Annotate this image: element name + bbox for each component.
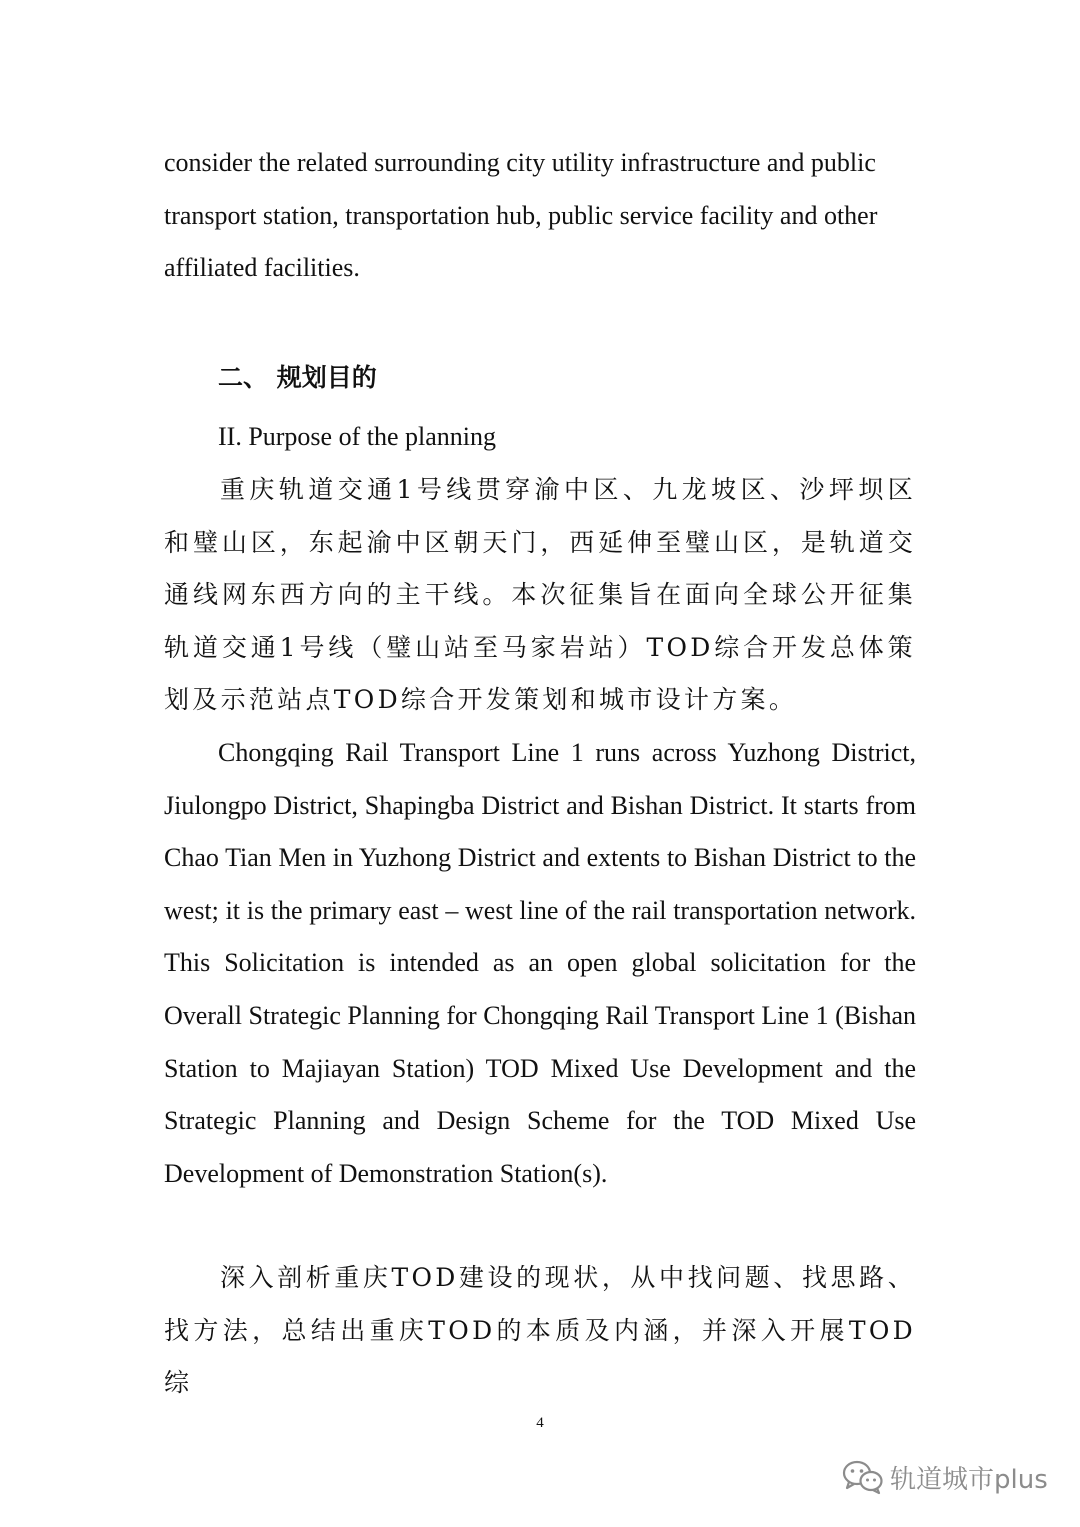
paragraph-zh-2: 深入剖析重庆TOD建设的现状，从中找问题、找思路、找方法，总结出重庆TOD的本质及内涵，并深入开展TOD综 xyxy=(164,1263,916,1397)
section-heading-en: II. Purpose of the planning xyxy=(218,422,497,451)
paragraph-zh-1: 重庆轨道交通1号线贯穿渝中区、九龙坡区、沙坪坝区和璧山区，东起渝中区朝天门，西延伸至璧山区，是轨道交通线网东西方向的主干线。本次征集旨在面向全球公开征集轨道交通1号线（璧山站至马家岩站）TOD综合开发总体策划及示范站点TOD综合开发策划和城市设计方案。 xyxy=(164,475,916,714)
intro-paragraph: consider the related surrounding city utility infrastructure and public transport station, transportation hub, public service facility and other affiliated facilities. xyxy=(164,148,878,283)
wechat-icon xyxy=(842,1459,884,1495)
page-number: 4 xyxy=(536,1415,544,1431)
watermark-text: 轨道城市plus xyxy=(890,1464,1048,1495)
section-heading-zh: 二、 规划目的 xyxy=(218,363,377,392)
watermark xyxy=(842,1452,1048,1502)
paragraph-en-1: Chongqing Rail Transport Line 1 runs across Yuzhong District, Jiulongpo District, Shapingba District and Bishan District. It starts from Chao Tian Men in Yuzhong District and extents to Bishan District to the west; it is the primary east – west line of the rail transportation network. This Solicitation is intended as an open global solicitation for the Overall Strategic Planning for Chongqing Rail Transport Line 1 (Bishan Station to Majiayan Station) TOD Mixed Use Development and the Strategic Planning and Design Scheme for the TOD Mixed Use Development of Demonstration Station(s). xyxy=(164,738,916,1188)
